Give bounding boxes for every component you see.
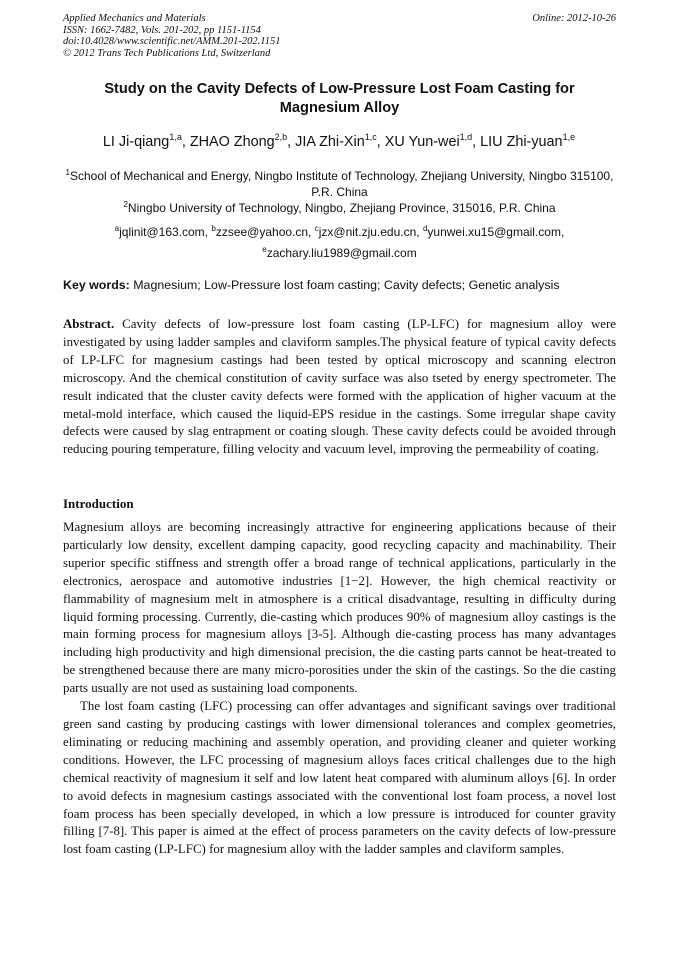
affiliation-1: $^1$School of Mechanical and Energy, Ningbo Institute of Technology, Zhejiang University, Ningbo 315100, P.R. China: [65, 168, 614, 199]
paragraph: Magnesium alloys are becoming increasingly attractive for engineering applications because of their particularly low density, excellent damping capacity, good recycling capacity and machinability. Their superior specific stiffness and strength offer a broad range of technical applications, particularly in the electronics, aerospace and automotive industries [1−2]. However, the high chemical reactivity or flammability of magnesium melt in atmosphere is a critical disadvantage, resulting in difficulty during liquid forming processing. Currently, die-casting which produces 90% of magnesium alloy castings is the main forming process for magnesium alloys [3-5]. Although die-casting process has many advantages including high productivity and high dimensional precision, the die casting parts cannot be heat-treated to be strengthened because there are many micro-porosities under the skin of the castings. So the die casting parts usually are not used as sustaining load components.: [63, 520, 616, 696]
section-heading-introduction: Introduction: [63, 496, 134, 511]
author: LI Ji-qiang$^{1,a}$,: [102, 132, 190, 150]
email-d[interactable]: $^d$yunwei.xu15@gmail.com,: [422, 224, 565, 239]
email-a[interactable]: $^a$jqlinit@163.com,: [114, 224, 212, 239]
abstract: [63, 316, 616, 459]
issn-line: ISSN: 1662-7482, Vols. 201-202, pp 1151-1154: [63, 24, 261, 36]
abstract-label: Abstract.: [63, 317, 115, 331]
doi-line: doi:10.4028/www.scientific.net/AMM.201-202.1151: [63, 36, 281, 47]
email-list: [63, 220, 616, 262]
author: XU Yun-wei$^{1,d}$,: [384, 132, 481, 150]
paper-title: Study on the Cavity Defects of Low-Pressure Lost Foam Casting for Magnesium Alloy: [104, 81, 575, 116]
email-b[interactable]: $^b$zzsee@yahoo.cn,: [211, 224, 315, 239]
affiliation-2: $^2$Ningbo University of Technology, Ningbo, Zhejiang Province, 315016, P.R. China: [123, 200, 556, 215]
keywords: [63, 278, 616, 292]
online-date: Online: 2012-10-26: [532, 13, 616, 24]
paragraph: The lost foam casting (LFC) processing can offer advantages and significant savings over traditional green sand casting by producing castings with lower dimensional tolerances and complex geometries, eliminating or reducing machining and assembly operation, and providing cleaner and quieter working conditions. However, the LFC processing of magnesium alloys faces critical challenges due to the high chemical reactivity of magnesium it self and low latent heat compared with aluminum alloys [6]. In order to avoid defects in magnesium castings associated with the conventional lost foam process, a novel lost foam process has been specially developed, in which a low pressure is introduced for counter gravity filling [7-8]. This paper is aimed at the effect of process parameters on the cavity defects of low-pressure lost foam casting (LP-LFC) for magnesium alloy with the ladder samples and claviform samples.: [63, 699, 616, 857]
abstract-text: Cavity defects of low-pressure lost foam casting (LP-LFC) for magnesium alloy were investigated by using ladder samples and claviform samples.The physical feature of typical cavity defects of LP-LFC for magnesium castings had been tested by optical microscopy and scanning electron microscopy. And the chemical constitution of cavity surface was also tseted by energy spectrometer. The result indicated that the cluster cavity defects were formed with the application of higher vacuum at the metal-mold interface, which caused the liquid-EPS residue in the castings. Some irregular shape cavity defects were caused by slag entrapment or coating slough. These cavity defects could be avoided through reducing pouring temperature, filling velocity and vacuum level, improving the permeability of coating.: [63, 317, 616, 457]
email-e[interactable]: $^e$zachary.liu1989@gmail.com: [262, 245, 417, 260]
author: ZHAO Zhong$^{2,b}$,: [189, 132, 296, 150]
keywords-label: Key words:: [63, 278, 130, 292]
author: LIU Zhi-yuan$^{1,e}$: [480, 132, 576, 150]
journal-name: Applied Mechanics and Materials: [63, 13, 206, 24]
author: JIA Zhi-Xin$^{1,c}$,: [295, 132, 385, 150]
running-header: [63, 13, 616, 59]
email-c[interactable]: $^c$jzx@nit.zju.edu.cn,: [314, 224, 423, 239]
copyright-line: © 2012 Trans Tech Publications Ltd, Switzerland: [63, 47, 271, 59]
author-list: [40, 132, 638, 150]
introduction-body: [63, 519, 616, 859]
keywords-text: Magnesium; Low-Pressure lost foam casting; Cavity defects; Genetic analysis: [129, 278, 560, 292]
